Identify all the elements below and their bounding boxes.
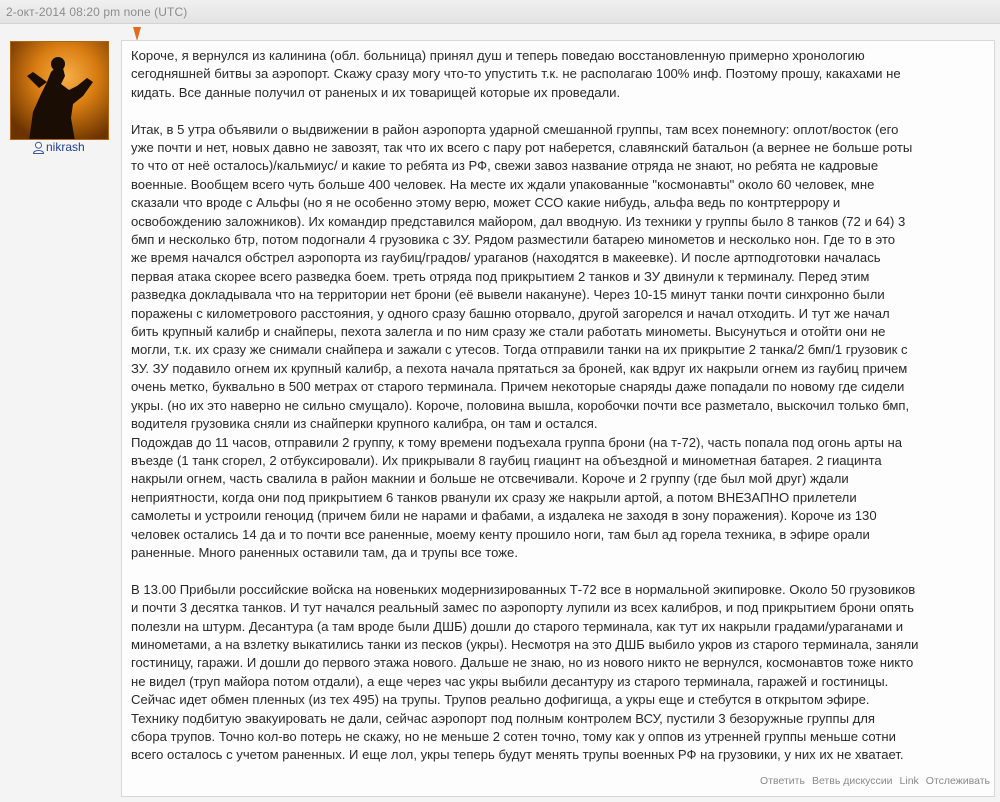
user-head-icon [32,141,45,154]
comment-line: В 13.00 Прибыли российские войска на новеньких модернизированных Т-72 все в нормальной экипировке. Около 50 грузовиков [131,581,916,597]
thread-link[interactable]: Ветвь дискуссии [811,775,893,787]
comment-line: Сейчас идет обмен пленных (из тех 495) на трупы. Трупов реально дофигища, а укры еще и стебутся в открытом эфире. [131,692,870,708]
comment-line: Подождав до 11 часов, отправили 2 группу, к тому времени подъехала группа брони (на т-72), часть попала под огонь арты на [131,434,903,450]
comment-line: сбора трупов. Точно кол-во потерь не скажу, но не меньше 2 сотен точно, тому как у оппов из утренней группы меньше сотни [131,729,896,744]
comment-line: полезли на штурм. Десантура (а там вроде были ДШБ) дошли до старого терминала, как тут их накрыли градами/ураганами и [131,618,904,634]
comment-line: ЗУ. ЗУ подавило огнем их крупный калибр, а пехота начала прятаться за броней, как вдруг их накрыли огнем из гаубиц причем [131,360,908,376]
comment-paragraph [131,47,967,102]
comment-line: самолеты и устроили геноцид (причем били не нарами и фабами, а издалека не заходя в зону поражения). Короче из 130 [131,508,877,524]
comment-line: не видел (труп майора потом отдали), а еще через час укры выбили десантуру из старого терминала, гаражей и гостиницы. [131,673,889,689]
reply-link[interactable]: Ответить [760,775,805,787]
comment-line: водителя грузовика сняли из снайперки крупного калибра, он там и остался. [131,416,598,432]
comment-line: кидать. Все данные получил от раненых и их товарищей которые их проведали. [131,84,621,100]
comment-line: освобождению заложников). Их командир представился майором, дал вводную. Из техники у группы было 8 танков (72 и 64) 3 [131,213,906,229]
comment-line: накрыли огнем, часть свалила в район макнии и больше не отсвечивали. Короче и 2 группу (где был мой друг) ждали [131,471,849,487]
comment-line: бить крупный калибр и снайперы, пехота залегла и по ним сразу же стали работать минометы. Высунуться и отойти они не [131,324,886,340]
comment-line: военные. Вообщем всего чуть больше 400 человек. На месте их ждали упакованные "космонавты" около 60 человек, мне [131,176,875,192]
author-username[interactable] [32,139,85,155]
comment-line: гостиницу, гаражи. И дошли до первого этажа нового. Дальше не знаю, но из нового никто не вернулся, космонавтов тоже никто [131,655,914,671]
comment-line: сказали что вроде с Альфы (но я не особенно этому верю, может ССО какие нибудь, альфа ведь по контртеррору и [131,195,841,211]
permalink[interactable]: Link [899,775,919,787]
comment-line: сегодняшней битвы за аэропорт. Скажу сразу могу что-то упустить т.к. не располагаю 100% инф. Поэтому прошу, какахами не [131,66,901,82]
comment-line: очень метко, буквально в 500 метрах от старого терминала. Причем некоторые снаряды даже попадали по новому где сидели [131,379,905,395]
comment-line: первая атака скорее всего разведка боем. треть отряда под прикрытием 2 танков и ЗУ двинули к терминалу. Перед этим [131,268,870,284]
comment-line: Технику подбитую эвакуировать не дали, сейчас аэропорт под полным контролем ВСУ, пустили 3 безоружные группы для [131,710,876,726]
comment-header [0,0,1000,24]
comment-line: неприятности, когда они под прикрытием 6 танков рванули их сразу же накрыли артой, а потом ВНЕЗАПНО прилетели [131,489,857,505]
comment-line: раненные. Много раненных оставили там, да и трупы все тоже. [131,544,518,560]
comment-line: Итак, в 5 утра объявили о выдвижении в район аэропорта ударной смешанной группы, там всех понемногу: оплот/восток (его [131,121,899,137]
comment-line: уже почти и нет, новых давно не завозят, так что их всего с пару рот наберется, славянский батальон (а вернее не больше роты [131,140,913,156]
comment-actions [760,775,990,787]
comment-line: укры. (но их это наверно не сильно смущало). Короче, половина вышла, коробочки почти все разметало, выскочил только бмп, [131,397,910,413]
comment-line: Короче, я вернулся из калинина (обл. больница) принял душ и теперь поведаю восстановленную примерно хронологию [131,48,865,63]
comment-paragraph [131,581,967,765]
comment-paragraph [131,121,967,563]
track-link[interactable]: Отслеживать [925,775,990,787]
comment-timestamp: 2-окт-2014 08:20 pm none (UTC) [6,5,188,19]
comment-line: же время начался обстрел аэропорта из гаубиц/градов/ ураганов (находятся в макеевке). И после артподготовки началась [131,250,881,266]
comment-line: могли, т.к. их сразу же снимали снайпера и зажали с утесов. Тогда отправили танки на их прикрытие 2 танка/2 бмп/1 грузовик с [131,342,908,358]
username-link[interactable]: nikrash [46,140,85,154]
user-avatar-silhouette-icon [11,42,109,140]
comment-line: разведка докладывала что на территории нет брони (её вывели накануне). Через 10-15 минут танки почти синхронно были [131,287,885,303]
comment-line: минометами, а на взлетку выкатились танки из песков (укры). Несмотря на это ДШБ выбило укров из старого терминала, заняли [131,636,919,652]
avatar[interactable] [10,41,109,140]
comment-body [131,47,967,765]
comment-line: и почти 3 десятка танков. И тут начался реальный замес по аэропорту лупили из всех калибров, и под прикрытием брони опять [131,600,914,616]
comment-line: человек остались 14 да и то почти все раненные, моему кенту прошило ноги, там был ад горела техника, в эфире орали [131,526,870,542]
comment-line: бмп и несколько бтр, потом подогнали 4 грузовика с ЗУ. Рядом разместили батарею минометов и несколько нон. Где то в это [131,232,896,248]
comment-line: поражены с километрового расстояния, у одного сразу башню оторвало, другой загорелся и начал отходить. И тут же начал [131,305,890,321]
comment-line: въезде (1 танк сгорел, 2 отбуксировали). Их прикрывали 8 гаубиц гиацинт на объездной и минометная батарея. 2 гиацинта [131,452,882,468]
comment-line: всего осталось с учетом раненных. И еще лол, укры теперь будут менять трупы военных РФ на грузовики, у них их не хватает. [131,747,904,763]
comment-line: то что от неё осталось)/кальмиус/ и какие то ребята из РФ, свежи завоз название отряда не знают, но ребята не кадровые [131,158,879,174]
comment-pointer [133,27,141,41]
